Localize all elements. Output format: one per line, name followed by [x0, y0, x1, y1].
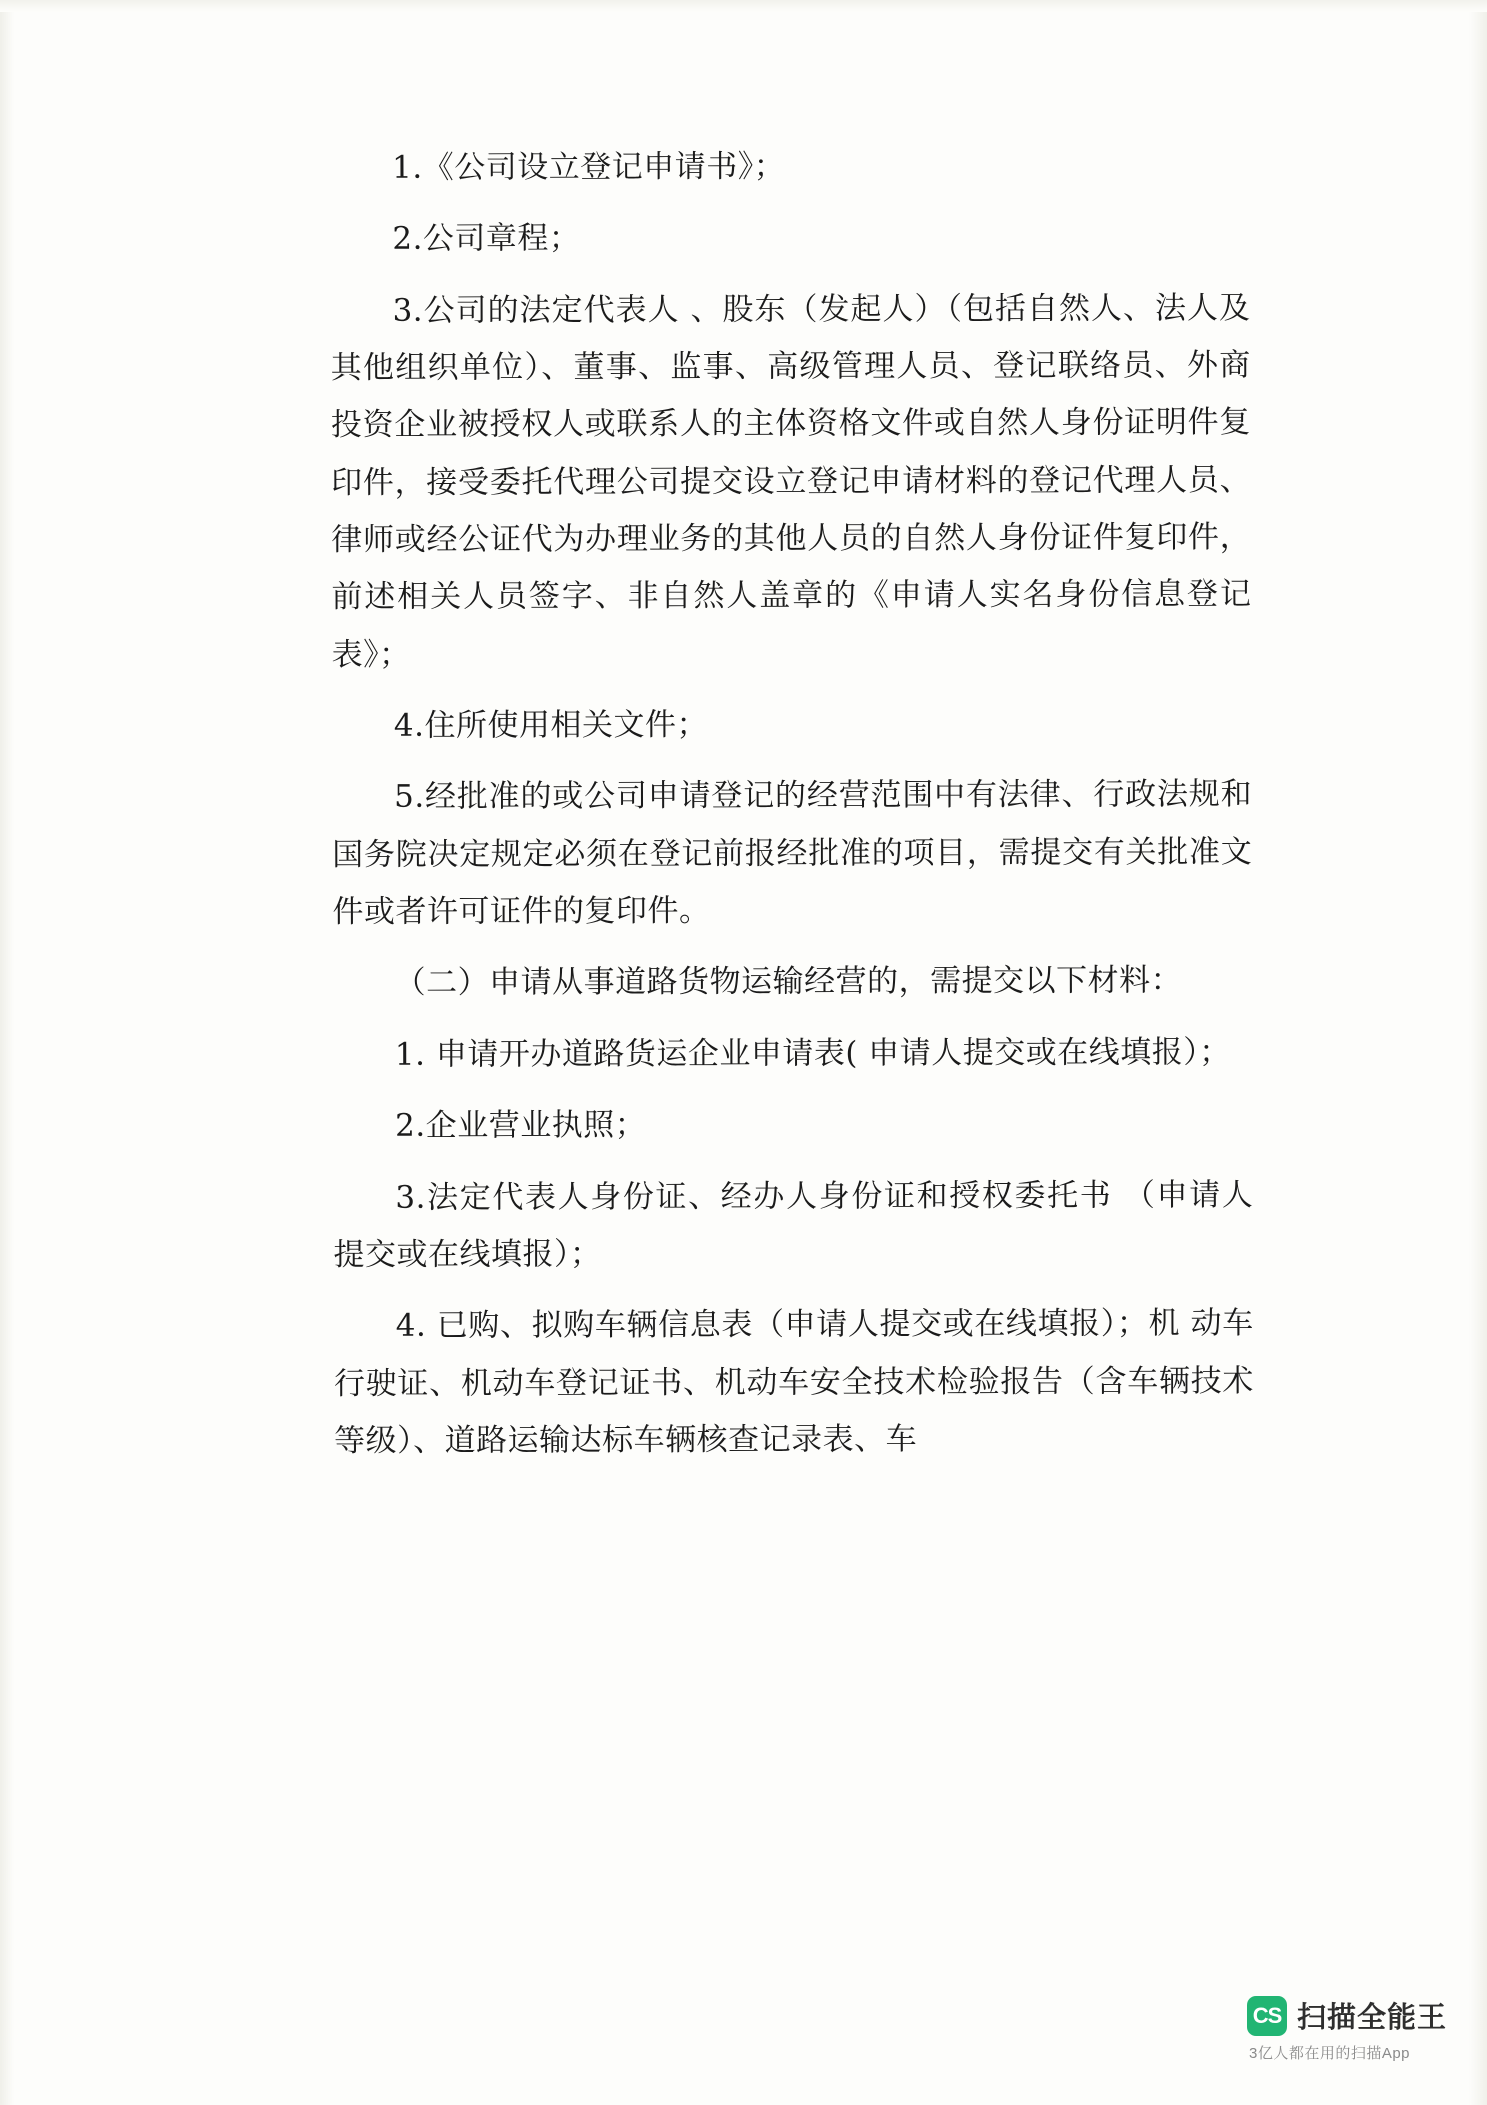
- paragraph: 3.公司的法定代表人 、股东（发起人）（包括自然人、法人及其他组织单位）、董事、监事、高级管理人员、登记联络员、外商投资企业被授权人或联系人的主体资格文件或自然人身份证明件复印件，接受委托代理公司提交设立登记申请材料的登记代理人员、律师或经公证代为办理业务的其他人员的自然人身份证件复印件，前述相关人员签字、非自然人盖章的《申请人实名身份信息登记表》；: [330, 289, 1252, 673]
- paragraph: 1. 申请开办道路货运企业申请表( 申请人提交或在线填报）；: [394, 1033, 1231, 1073]
- scan-app-watermark: [1247, 1995, 1447, 2063]
- scan-app-tagline: 3亿人都在用的扫描App: [1248, 2045, 1411, 2062]
- scan-app-name: 扫描全能王: [1296, 2002, 1447, 2034]
- paragraph: 4.住所使用相关文件；: [393, 706, 708, 744]
- page-edge-shadow-left: [0, 0, 14, 2105]
- document-text-body: [330, 137, 1254, 1484]
- camscanner-logo-icon: CS: [1247, 1996, 1287, 2036]
- paragraph: 2.公司章程；: [392, 220, 581, 258]
- paragraph: 5.经批准的或公司申请登记的经营范围中有法律、行政法规和国务院决定规定必须在登记前报经批准的项目，需提交有关批准文件或者许可证件的复印件。: [332, 776, 1253, 931]
- paragraph: 4. 已购、拟购车辆信息表（申请人提交或在线填报）；机 动车行驶证、机动车登记证书、机动车安全技术检验报告（含车辆技术等级）、道路运输达标车辆核查记录表、车: [333, 1305, 1254, 1459]
- paragraph: 3.法定代表人身份证、经办人身份证和授权委托书 （申请人提交或在线填报）；: [333, 1176, 1254, 1273]
- paragraph: （二）申请从事道路货物运输经营的，需提交以下材料：: [394, 962, 1183, 1002]
- paragraph: 1.《公司设立登记申请书》；: [392, 148, 786, 186]
- paragraph: 2.企业营业执照；: [395, 1107, 647, 1144]
- page-edge-shadow-top: [0, 0, 1487, 12]
- page-edge-shadow-right: [1469, 0, 1487, 2105]
- scan-app-watermark-row: [1247, 1995, 1447, 2036]
